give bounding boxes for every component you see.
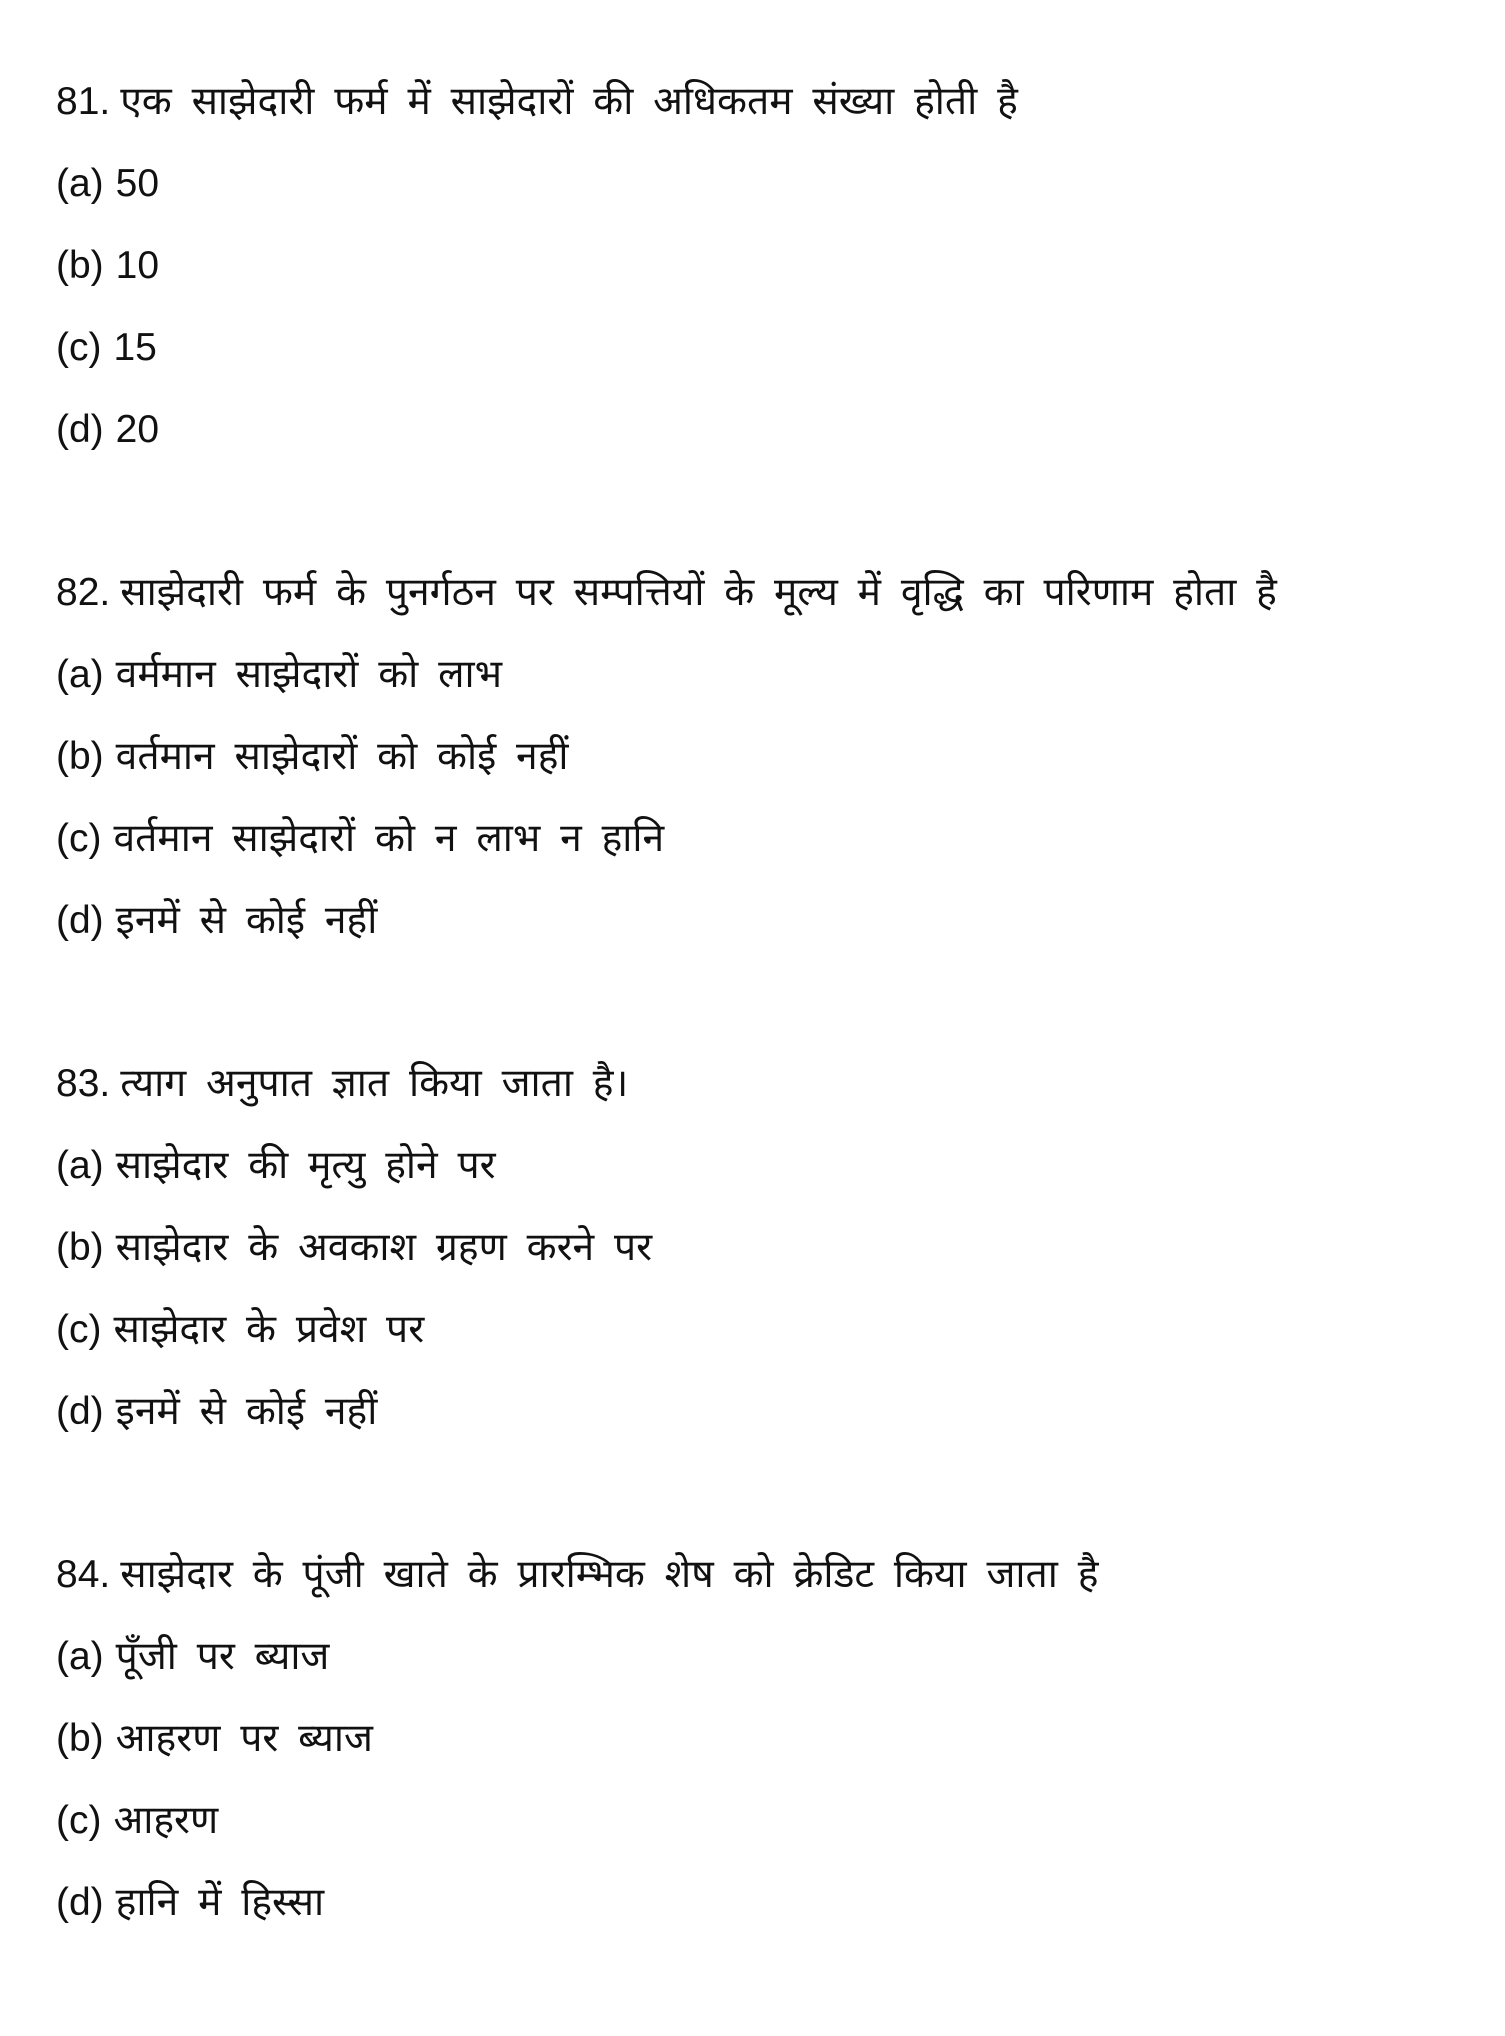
question-83 [56,1054,1476,1545]
option-a [56,1627,1476,1709]
question-text: एक साझेदारी फर्म में साझेदारों की अधिकतम संख्या होती है [120,80,1018,123]
option-text: 15 [113,326,157,369]
question-81 [56,72,1476,563]
question-stem [56,72,1476,154]
question-number: 83. [56,1062,111,1105]
option-label: (d) [56,1390,104,1433]
option-label: (a) [56,1144,104,1187]
question-text: साझेदारी फर्म के पुनर्गठन पर सम्पत्तियों के मूल्य में वृद्धि का परिणाम होता है [120,571,1277,614]
option-label: (d) [56,1881,104,1924]
option-text: साझेदार के अवकाश ग्रहण करने पर [115,1226,653,1269]
option-b [56,1218,1476,1300]
question-number: 82. [56,571,111,614]
option-b [56,236,1476,318]
question-number: 81. [56,80,111,123]
option-d [56,1873,1476,1955]
option-label: (d) [56,408,104,451]
option-c [56,1791,1476,1873]
option-text: वर्तमान साझेदारों को न लाभ न हानि [113,817,665,860]
option-c [56,318,1476,400]
option-label: (b) [56,244,104,287]
question-text: त्याग अनुपात ज्ञात किया जाता है। [120,1062,629,1105]
question-number: 84. [56,1553,111,1596]
option-label: (a) [56,653,104,696]
option-a [56,645,1476,727]
option-c [56,1300,1476,1382]
question-84 [56,1545,1476,2036]
question-text: साझेदार के पूंजी खाते के प्रारम्भिक शेष को क्रेडिट किया जाता है [120,1553,1099,1596]
option-text: 20 [115,408,160,451]
option-a [56,1136,1476,1218]
option-text: वर्तमान साझेदारों को कोई नहीं [115,735,569,778]
question-stem [56,1054,1476,1136]
option-text: 50 [115,162,160,205]
option-label: (a) [56,162,104,205]
option-text: हानि में हिस्सा [115,1881,325,1924]
option-text: साझेदार की मृत्यु होने पर [115,1144,496,1187]
option-d [56,400,1476,482]
option-label: (c) [56,817,102,860]
option-a [56,154,1476,236]
option-b [56,1709,1476,1791]
question-stem [56,1545,1476,1627]
option-label: (a) [56,1635,104,1678]
option-label: (b) [56,735,104,778]
option-label: (c) [56,326,102,369]
question-stem [56,563,1476,645]
option-text: आहरण [113,1799,219,1842]
option-c [56,809,1476,891]
option-text: पूँजी पर ब्याज [115,1635,330,1678]
option-text: इनमें से कोई नहीं [115,1390,378,1433]
option-label: (c) [56,1799,102,1842]
option-text: साझेदार के प्रवेश पर [113,1308,425,1351]
option-label: (b) [56,1717,104,1760]
option-d [56,1382,1476,1464]
question-82 [56,563,1476,1054]
option-label: (b) [56,1226,104,1269]
option-text: वर्ममान साझेदारों को लाभ [115,653,503,696]
option-text: 10 [115,244,160,287]
option-text: इनमें से कोई नहीं [115,899,378,942]
question-sheet [56,72,1476,2036]
option-d [56,891,1476,973]
option-text: आहरण पर ब्याज [115,1717,373,1760]
option-label: (d) [56,899,104,942]
option-label: (c) [56,1308,102,1351]
option-b [56,727,1476,809]
